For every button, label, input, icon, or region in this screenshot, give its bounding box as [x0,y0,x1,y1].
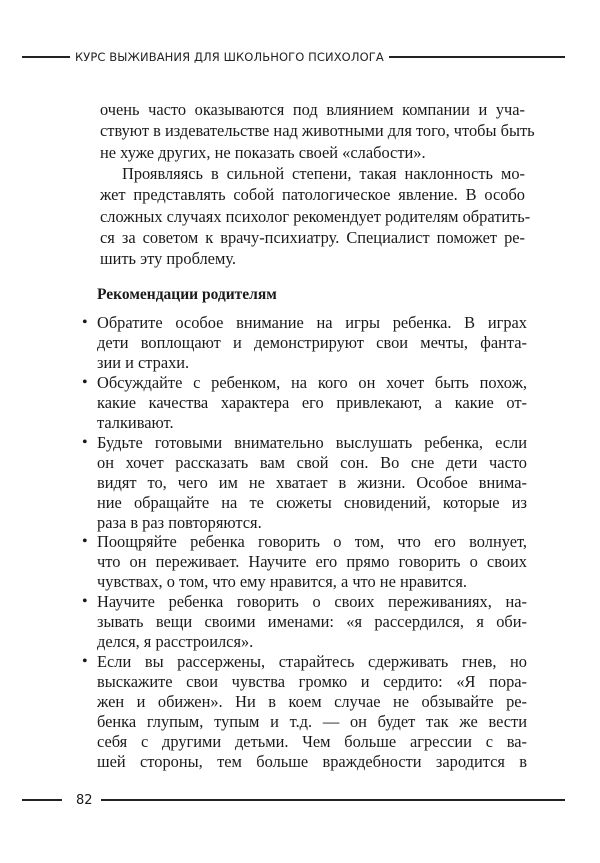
text-line: какие качества характера его привлекают, а какие от- [97,392,527,412]
text-line: не хуже других, не показать своей «слабости». [100,142,426,162]
text-line: себя с другими детьми. Чем больше агрессии с ва- [97,731,527,751]
text-line: видят то, чего им не хватает в жизни. Особое внима- [97,472,527,492]
bullet-icon: • [82,593,88,611]
page-number: 82 [76,792,93,808]
text-line: Проявляясь в сильной степени, такая наклонность мо- [122,163,525,183]
section-heading: Рекомендации родителям [97,286,277,303]
text-line: шить эту проблему. [100,249,236,269]
text-line: талкивают. [97,412,174,432]
text-line: Обсуждайте с ребенком, на кого он хочет быть похож, [97,372,527,392]
text-line: Если вы рассержены, старайтесь сдерживать гнев, но [97,652,527,672]
text-line: Поощряйте ребенка говорить о том, что его волнует, [97,532,527,552]
text-line: выскажите свои чувства громко и сердито: «Я пора- [97,672,527,692]
text-line: Научите ребенка говорить о своих переживаниях, на- [97,592,527,612]
text-line: Обратите особое внимание на игры ребенка. В играх [97,313,527,332]
text-line: ствуют в издевательстве над животными для того, чтобы быть [100,121,535,141]
text-line: ся за советом к врачу-психиатру. Специалист поможет ре- [100,227,525,247]
text-line: жен и обижен». Ни в коем случае не обзывайте ре- [97,692,527,712]
bullet-icon: • [82,533,88,551]
text-line: сложных случаях психолог рекомендует родителям обратить- [100,206,531,226]
text-line: раза в раз повторяются. [97,512,262,532]
bullet-icon: • [82,433,88,451]
text-line: зии и страхи. [97,352,190,372]
page-footer [22,791,565,809]
text-line: жет представлять собой патологическое явление. В особо [100,185,525,205]
text-line: ние обращайте на те сюжеты сновидений, которые из [97,492,527,512]
running-header [22,48,565,66]
text-line: чувствах, о том, что ему нравится, а что не нравится. [97,572,467,592]
text-line: бенка глупым, тупым и т.д. — он будет так же вести [97,712,527,731]
header-rule-right [389,56,565,58]
text-line: что он переживает. Научите его прямо говорить о своих [97,552,527,572]
bullet-icon: • [82,314,88,331]
bullet-icon: • [82,653,88,671]
bullet-icon: • [82,373,88,391]
text-line: дети воплощают и демонстрируют свои мечты, фанта- [97,332,527,352]
header-rule-left [22,56,70,58]
text-line: шей стороны, тем больше враждебности зародится в [97,751,527,771]
text-line: Будьте готовыми внимательно выслушать ребенка, если [97,432,527,452]
text-line: очень часто оказываются под влиянием компании и уча- [100,100,525,119]
running-header-title: КУРС ВЫЖИВАНИЯ ДЛЯ ШКОЛЬНОГО ПСИХОЛОГА [75,50,384,64]
text-line: делся, я расстроился». [97,632,254,652]
text-line: зывать вещи своими именами: «я рассердился, я оби- [97,612,527,632]
text-line: он хочет рассказать вам свой сон. Во сне дети часто [97,452,527,472]
footer-rule-left [22,799,62,801]
footer-rule-right [101,799,565,801]
